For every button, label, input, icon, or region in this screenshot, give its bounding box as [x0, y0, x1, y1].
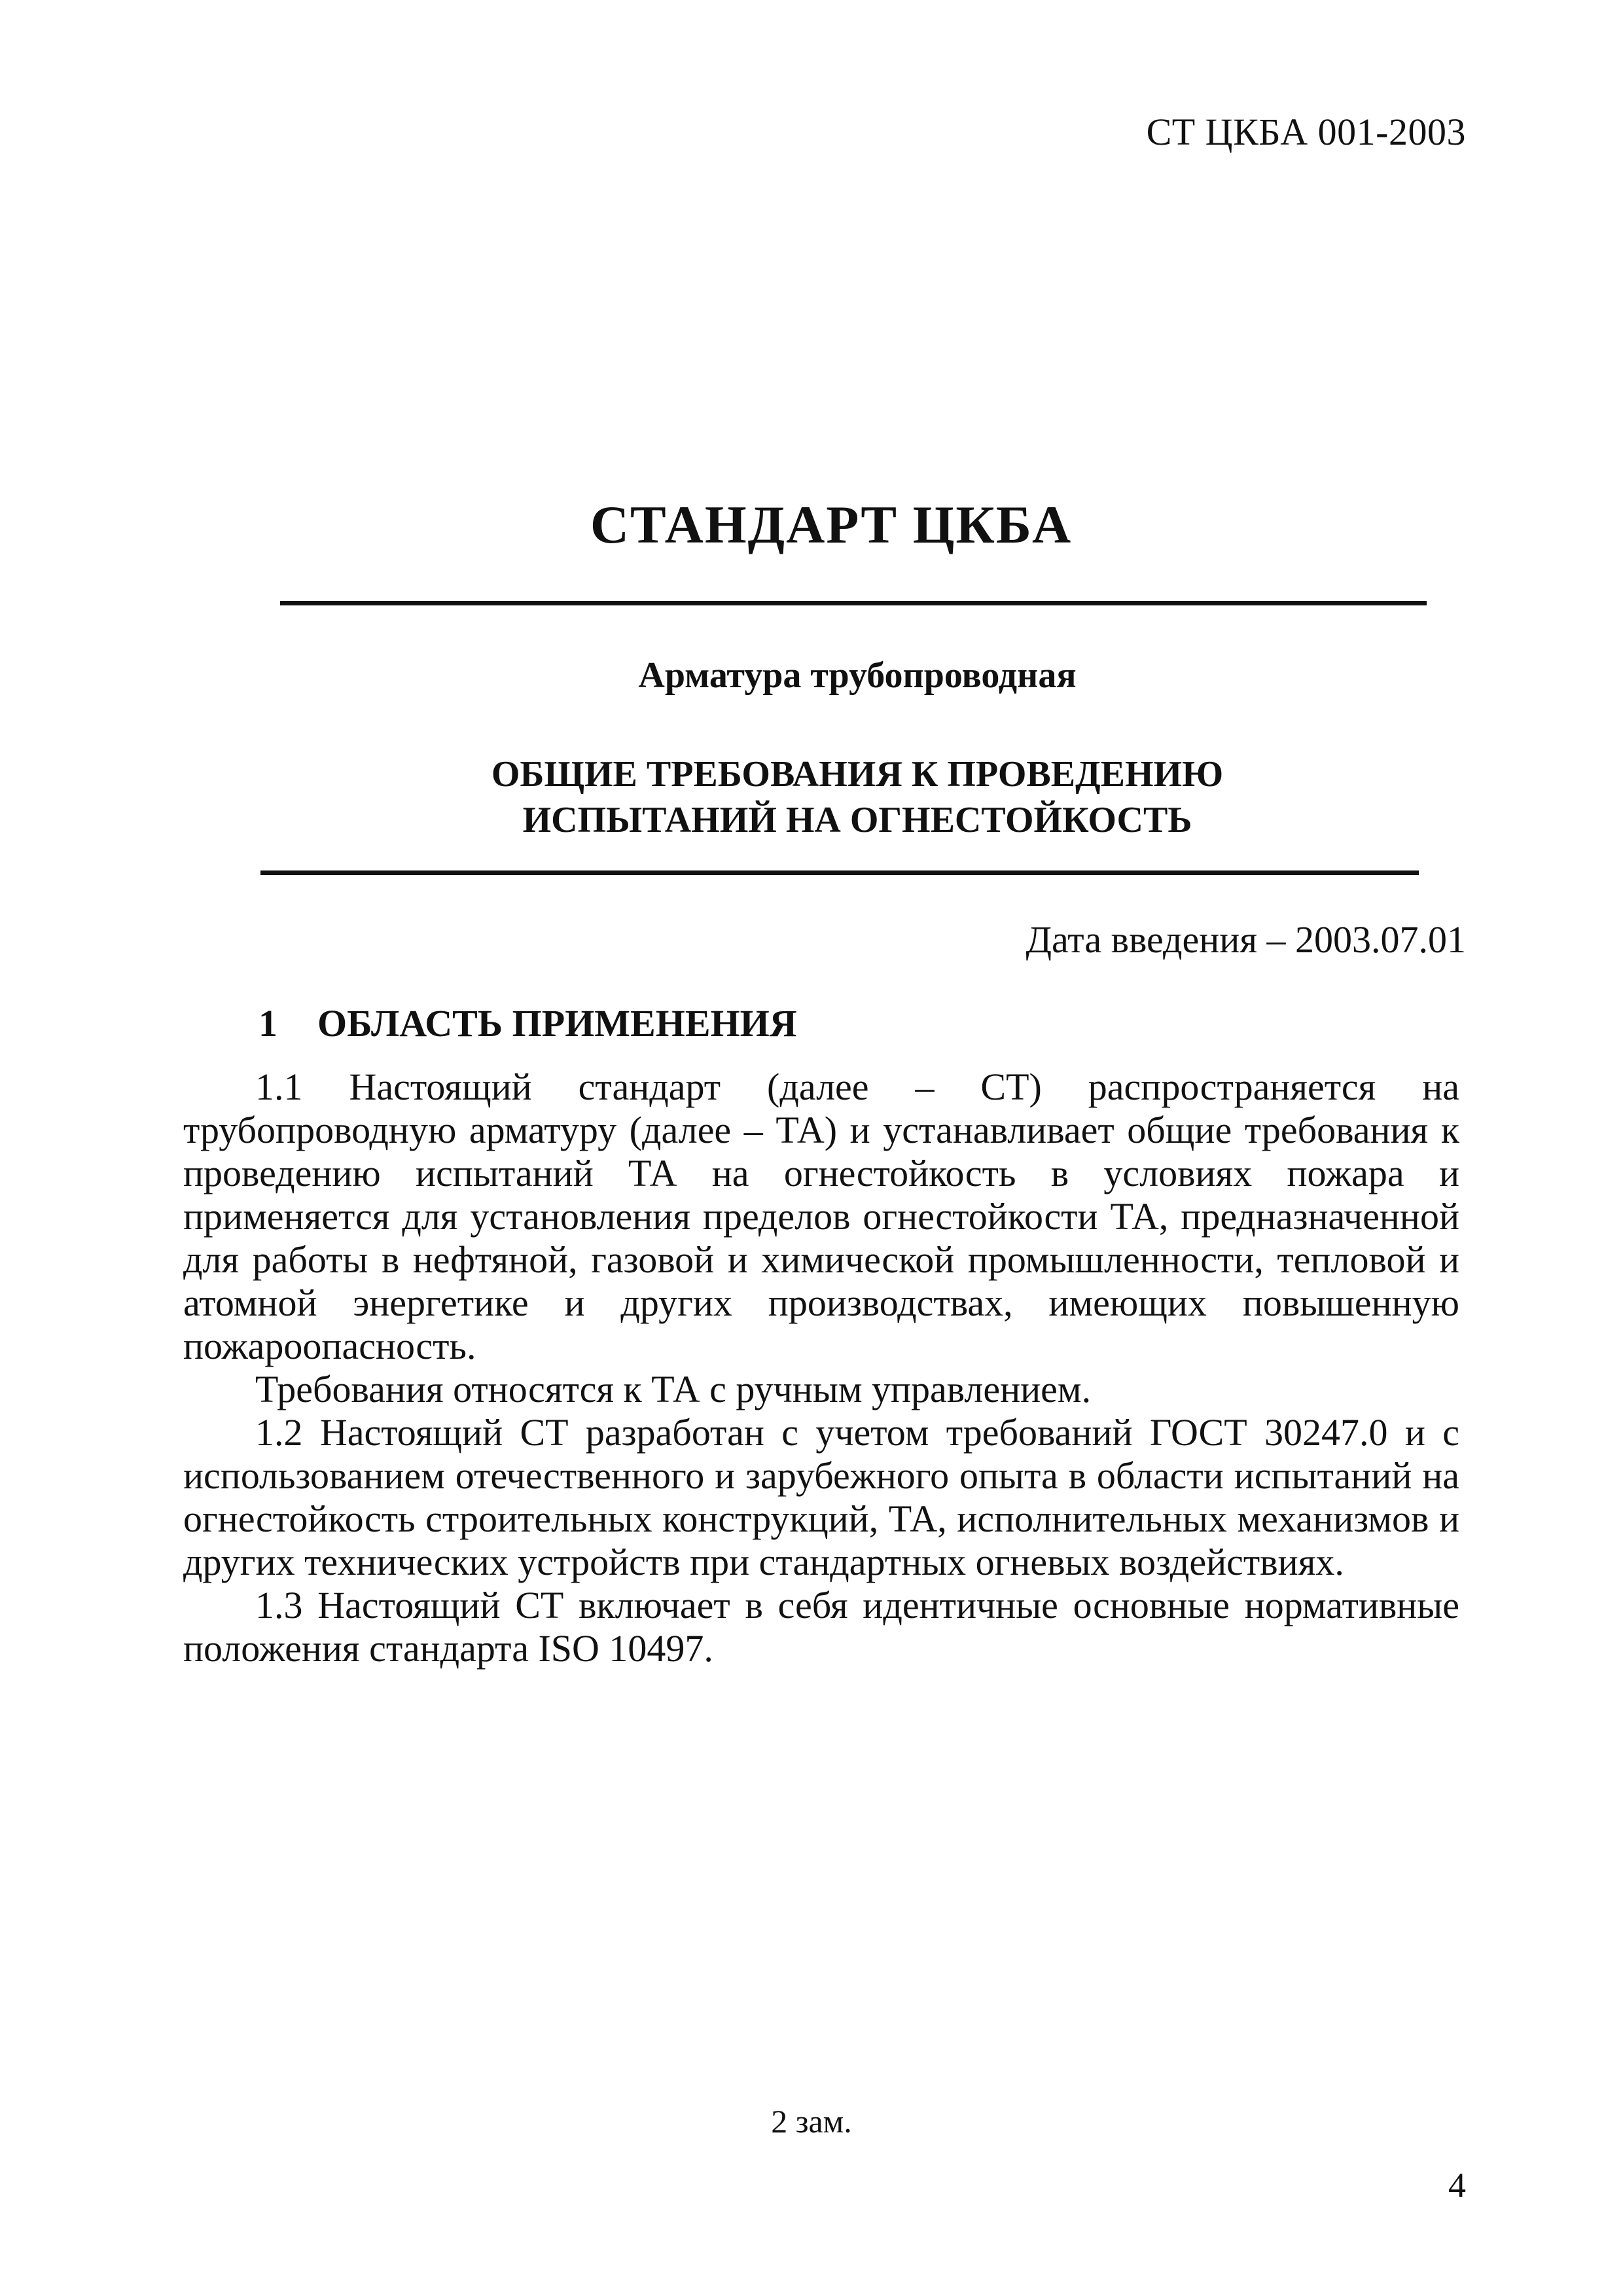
title-rule-top	[280, 601, 1427, 605]
document-title-line-1: ОБЩИЕ ТРЕБОВАНИЯ К ПРОВЕДЕНИЮ	[491, 754, 1224, 795]
paragraph-1-3: 1.3 Настоящий СТ включает в себя идентичные основные нормативные положения стандарта ISO 10497.	[183, 1584, 1459, 1670]
page-number: 4	[1448, 2166, 1466, 2205]
title-rule-bottom	[260, 870, 1419, 875]
paragraph-1-2: 1.2 Настоящий СТ разработан с учетом требований ГОСТ 30247.0 и с использованием отечественного и зарубежного опыта в области испытаний на огнестойкость строительных конструкций, ТА, исполнительных механизмов и других технических устройств при стандартных огневых воздействиях.	[183, 1411, 1459, 1583]
document-title-line-2: ИСПЫТАНИЙ НА ОГНЕСТОЙКОСТЬ	[522, 800, 1192, 840]
section-title: ОБЛАСТЬ ПРИМЕНЕНИЯ	[317, 1002, 797, 1045]
document-subtitle: Арматура трубопроводная	[638, 655, 1077, 696]
main-title: СТАНДАРТ ЦКБА	[590, 495, 1073, 554]
section-heading	[259, 1001, 797, 1045]
section-number: 1	[259, 1002, 277, 1045]
paragraph-1-1: 1.1 Настоящий стандарт (далее – СТ) распространяется на трубопроводную арматуру (далее – ТА) и устанавливает общие требования к проведению испытаний ТА на огнестойкость в условиях пожара и применяется для установления пределов огнестойкости ТА, предназначенной для работы в нефтяной, газовой и химической промышленности, тепловой и атомной энергетике и других производствах, имеющих повышенную пожароопасность.	[183, 1066, 1459, 1367]
introduction-date: Дата введения – 2003.07.01	[1026, 918, 1466, 961]
document-title-block	[0, 751, 1623, 843]
page-footnote: 2 зам.	[771, 2103, 852, 2140]
document-code: СТ ЦКБА 001-2003	[1146, 111, 1466, 153]
paragraph-manual-control: Требования относятся к ТА с ручным управлением.	[255, 1368, 1092, 1410]
section-body	[183, 1066, 1459, 1670]
